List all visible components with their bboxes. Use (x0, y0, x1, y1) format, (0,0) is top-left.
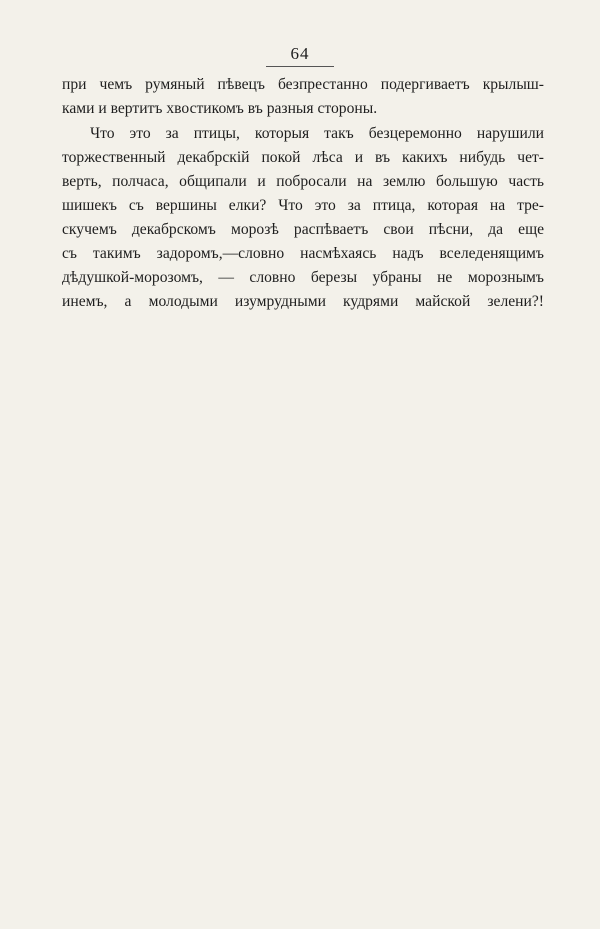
text-line: Что это за птицы, которыя такъ безцеремонно нарушили (90, 125, 544, 142)
text-line: съ такимъ задоромъ,—словно насмѣхаясь надъ вселеденящимъ (62, 245, 544, 262)
text-line: ками и вертитъ хвостикомъ въ разныя стороны. (62, 100, 378, 117)
text-line: торжественный декабрскій покой лѣса и въ какихъ нибудь чет- (62, 149, 544, 166)
text-line: при чемъ румяный пѣвецъ безпрестанно подергиваетъ крылыш- (62, 76, 544, 93)
text-line: дѣдушкой-морозомъ, — словно березы убраны не морознымъ (62, 269, 544, 286)
page-number: 64 (290, 44, 310, 63)
text-line: шишекъ съ вершины елки? Что это за птица, которая на тре- (62, 197, 544, 214)
text-line: инемъ, а молодыми изумрудными кудрями майской зелени?! (62, 293, 544, 310)
text-line: верть, полчаса, общипали и побросали на землю большую часть (62, 173, 544, 190)
page-number-rule (266, 66, 334, 67)
text-line: скучемъ декабрскомъ морозѣ распѣваетъ свои пѣсни, да еще (62, 221, 544, 238)
